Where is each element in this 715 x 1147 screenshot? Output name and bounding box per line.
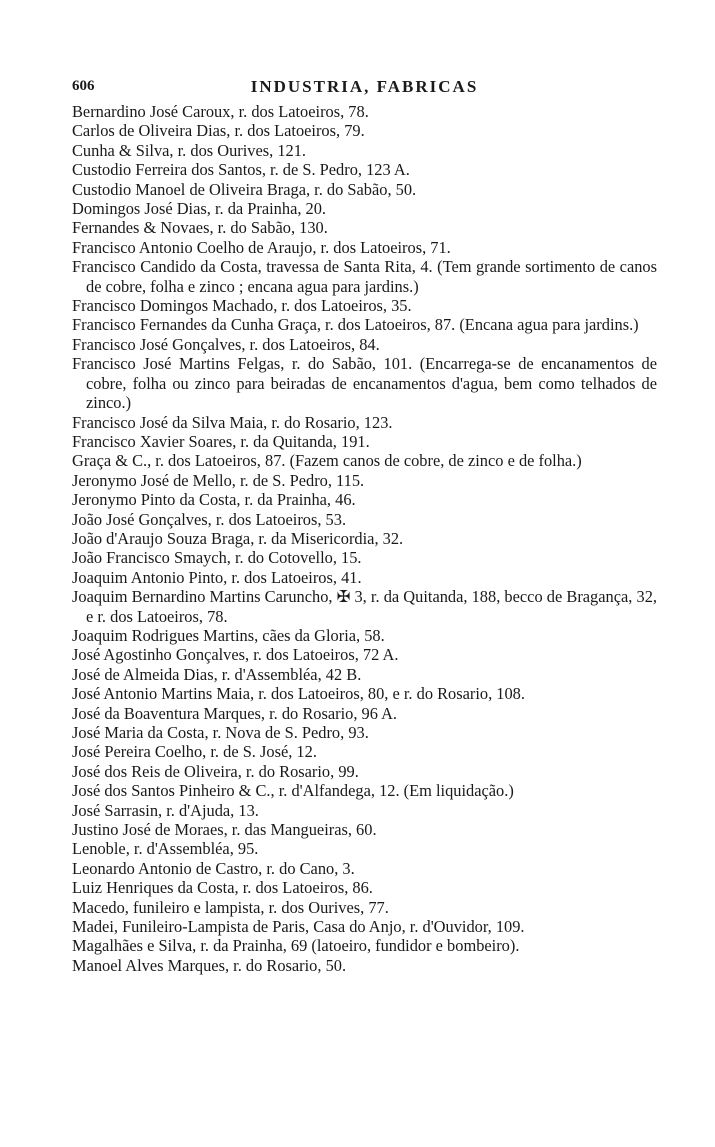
directory-entry: Francisco José Gonçalves, r. dos Latoeiros, 84. [72, 334, 380, 354]
directory-entry: José dos Santos Pinheiro & C., r. d'Alfandega, 12. (Em liquidação.) [72, 781, 514, 801]
directory-entry: José Antonio Martins Maia, r. dos Latoeiros, 80, e r. do Rosario, 108. [72, 684, 525, 704]
directory-entry: Lenoble, r. d'Assembléa, 95. [72, 839, 259, 859]
directory-entry: Magalhães e Silva, r. da Prainha, 69 (latoeiro, fundidor e bombeiro). [72, 936, 520, 956]
directory-entry: José dos Reis de Oliveira, r. do Rosario, 99. [72, 761, 359, 781]
directory-entry: Custodio Ferreira dos Santos, r. de S. Pedro, 123 A. [72, 160, 410, 180]
directory-entry: Macedo, funileiro e lampista, r. dos Ourives, 77. [72, 897, 389, 917]
directory-entry: Francisco Domingos Machado, r. dos Latoeiros, 35. [72, 296, 412, 316]
page-header [72, 76, 657, 100]
directory-entry: José da Boaventura Marques, r. do Rosario, 96 A. [72, 703, 398, 723]
directory-entry: Francisco Candido da Costa, travessa de Santa Rita, 4. (Tem grande sortimento de canos de cobre, folha e zinco ; encana agua para jardins.) [72, 257, 657, 296]
directory-entry: Joaquim Antonio Pinto, r. dos Latoeiros, 41. [72, 567, 362, 587]
directory-entry: Madei, Funileiro-Lampista de Paris, Casa do Anjo, r. d'Ouvidor, 109. [72, 917, 525, 937]
directory-entry: Carlos de Oliveira Dias, r. dos Latoeiros, 79. [72, 121, 365, 141]
directory-entry: João Francisco Smaych, r. do Cotovello, 15. [72, 548, 362, 568]
directory-entry: José Sarrasin, r. d'Ajuda, 13. [72, 800, 259, 820]
directory-entry: Leonardo Antonio de Castro, r. do Cano, 3. [72, 858, 355, 878]
directory-entry: Manoel Alves Marques, r. do Rosario, 50. [72, 955, 347, 975]
directory-entry: Francisco José da Silva Maia, r. do Rosario, 123. [72, 412, 393, 432]
directory-page [72, 76, 657, 975]
directory-entry: Fernandes & Novaes, r. do Sabão, 130. [72, 218, 328, 238]
directory-entry: Domingos José Dias, r. da Prainha, 20. [72, 199, 327, 219]
directory-entry: José Agostinho Gonçalves, r. dos Latoeiros, 72 A. [72, 645, 399, 665]
directory-entry: Jeronymo Pinto da Costa, r. da Prainha, 46. [72, 490, 356, 510]
directory-entry: José Maria da Costa, r. Nova de S. Pedro, 93. [72, 723, 369, 742]
directory-entry: Francisco Antonio Coelho de Araujo, r. dos Latoeiros, 71. [72, 237, 451, 257]
page-number: 606 [72, 78, 95, 94]
directory-entry: José de Almeida Dias, r. d'Assembléa, 42 B. [72, 664, 362, 684]
directory-entry: Francisco José Martins Felgas, r. do Sabão, 101. (Encarrega-se de encanamentos de cobre, folha ou zinco para beiradas de encanamentos d'agua, bem como telhados de zinco.) [72, 354, 657, 413]
directory-entry: João d'Araujo Souza Braga, r. da Misericordia, 32. [72, 528, 404, 548]
directory-entry: José Pereira Coelho, r. de S. José, 12. [72, 742, 317, 762]
directory-entry: Custodio Manoel de Oliveira Braga, r. do Sabão, 50. [72, 179, 417, 199]
directory-entry: Justino José de Moraes, r. das Mangueiras, 60. [72, 820, 377, 840]
directory-entry: Joaquim Bernardino Martins Caruncho, ✠ 3, r. da Quitanda, 188, becco de Bragança, 32, e r. dos Latoeiros, 78. [72, 587, 657, 626]
running-title: INDUSTRIA, FABRICAS [250, 77, 479, 96]
directory-entry: Jeronymo José de Mello, r. de S. Pedro, 115. [72, 470, 365, 490]
directory-entry: Joaquim Rodrigues Martins, cães da Gloria, 58. [72, 625, 385, 645]
directory-entry: Graça & C., r. dos Latoeiros, 87. (Fazem canos de cobre, de zinco e de folha.) [72, 451, 582, 471]
directory-entry: João José Gonçalves, r. dos Latoeiros, 53. [72, 509, 347, 529]
directory-entry: Francisco Fernandes da Cunha Graça, r. dos Latoeiros, 87. (Encana agua para jardins.) [72, 315, 639, 335]
directory-entry: Francisco Xavier Soares, r. da Quitanda, 191. [72, 431, 370, 451]
directory-entry: Cunha & Silva, r. dos Ourives, 121. [72, 140, 307, 160]
entry-list [72, 102, 657, 975]
directory-entry: Bernardino José Caroux, r. dos Latoeiros, 78. [72, 102, 369, 121]
directory-entry: Luiz Henriques da Costa, r. dos Latoeiros, 86. [72, 878, 373, 898]
